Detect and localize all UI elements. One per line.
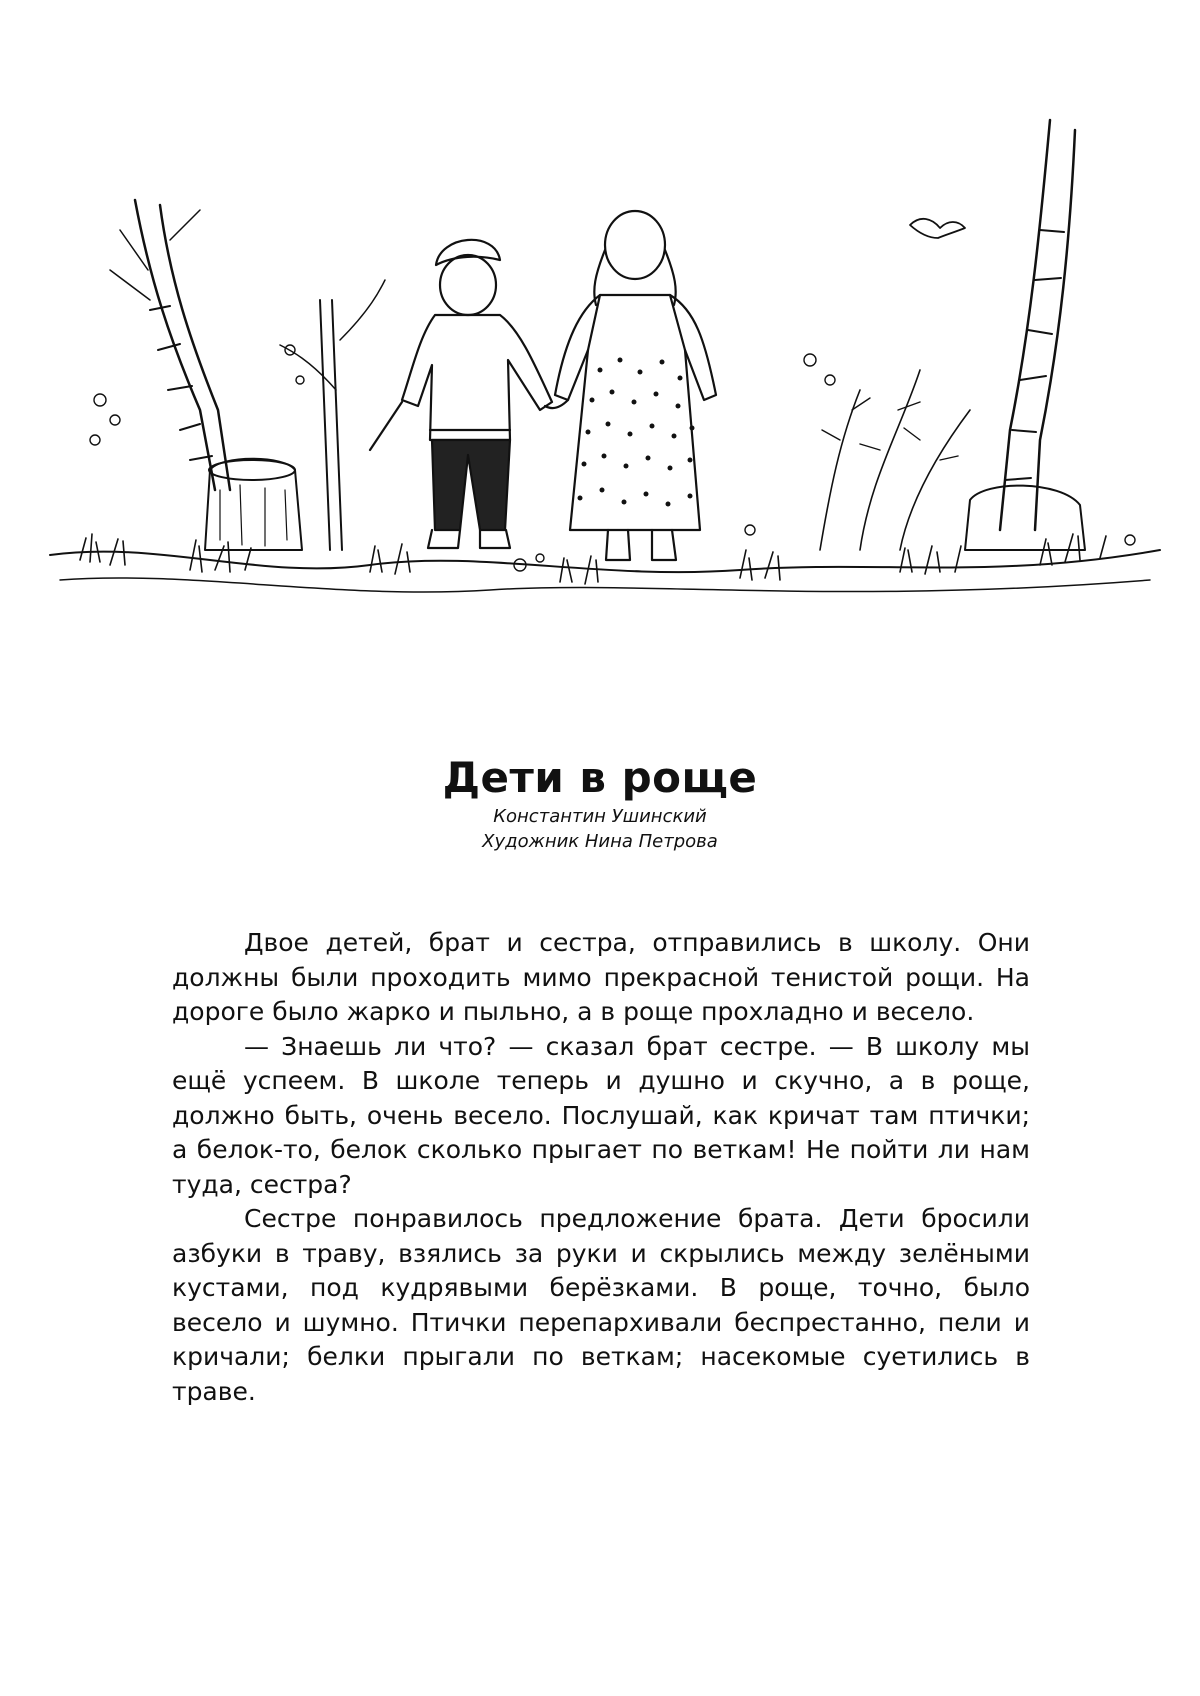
story-text (172, 926, 1030, 1409)
author-credit: Константин Ушинский (493, 806, 707, 827)
story-paragraph: Двое детей, брат и сестра, отправились в школу. Они должны были проходить мимо прекрасной тенистой рощи. На дороге было жарко и пыльно, а в роще прохладно и весело. (172, 928, 1030, 1026)
illustrator-credit: Художник Нина Петрова (482, 831, 718, 852)
story-paragraph: Сестре понравилось предложение брата. Дети бросили азбуки в траву, взялись за руки и скрылись между зелёными кустами, под кудрявыми берёзками. В роще, точно, было весело и шумно. Птички перепархивали беспрестанно, пели и кричали; белки прыгали по веткам; насекомые суетились в траве. (172, 1204, 1030, 1406)
children-in-grove-illustration-icon (40, 110, 1170, 670)
story-title: Дети в роще (442, 753, 758, 802)
story-paragraph: — Знаешь ли что? — сказал брат сестре. — В школу мы ещё успеем. В школе теперь и душно и скучно, а в роще, должно быть, очень весело. Послушай, как кричат там птички; а белок-то, белок сколько прыгает по веткам! Не пойти ли нам туда, сестра? (172, 1031, 1030, 1199)
